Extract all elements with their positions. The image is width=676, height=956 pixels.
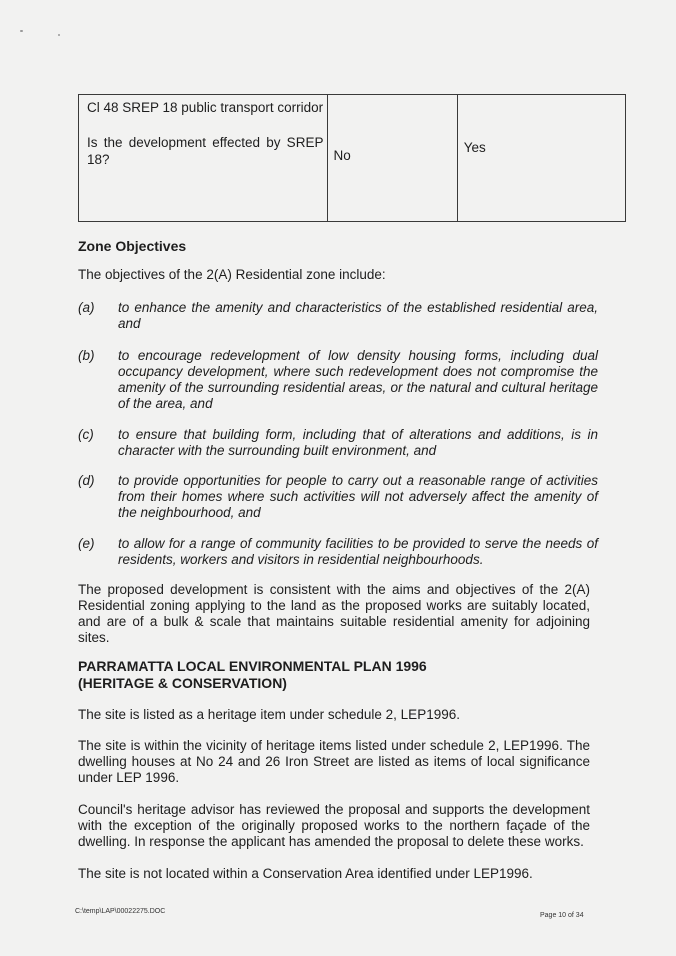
footer-file-path: C:\temp\LAP\00022275.DOC: [75, 908, 166, 915]
objective-item: [78, 473, 598, 521]
criterion-title: Cl 48 SREP 18 public transport corridor: [87, 100, 324, 115]
objective-item: [78, 300, 598, 332]
compliance-text: Yes: [463, 140, 486, 155]
objective-text: to provide opportunities for people to carry out a reasonable range of activities from their homes where such activities will not adversely affect the amenity of the neighbourhood, and: [118, 473, 598, 520]
zone-objectives-heading: Zone Objectives: [78, 238, 187, 254]
objective-label: (b): [78, 348, 95, 363]
lep-paragraph: The site is listed as a heritage item under schedule 2, LEP1996.: [78, 707, 460, 722]
objective-text: to allow for a range of community facilities to be provided to serve the needs of residents, workers and visitors in residential neighbourhoods.: [118, 536, 598, 567]
lep-paragraph: The site is within the vicinity of heritage items listed under schedule 2, LEP1996. The dwelling houses at No 24 and 26 Iron Street are listed as items of local significance under LEP 1996.: [78, 738, 590, 785]
objective-label: (d): [78, 473, 95, 488]
lep-heading-line1: PARRAMATTA LOCAL ENVIRONMENTAL PLAN 1996: [78, 658, 427, 674]
zone-intro: The objectives of the 2(A) Residential zone include:: [78, 267, 386, 282]
srep-compliance-table: [78, 94, 626, 222]
objective-text: to encourage redevelopment of low density housing forms, including dual occupancy development, where such redevelopment does not compromise the amenity of the surrounding residential areas, or the natural and cultural heritage of the area, and: [118, 348, 598, 411]
objective-label: (c): [78, 427, 94, 442]
lep-heading-line2: (HERITAGE & CONSERVATION): [78, 675, 287, 691]
objective-item: [78, 536, 598, 568]
objective-text: to enhance the amenity and characteristics of the established residential area, and: [118, 300, 598, 331]
table-row: [79, 95, 626, 222]
objective-label: (a): [78, 300, 95, 315]
scan-speck: [58, 34, 60, 36]
lep-paragraph: Council's heritage advisor has reviewed the proposal and supports the development with the exception of the originally proposed works to the northern façade of the dwelling. In response the applicant has amended the proposal to delete these works.: [78, 802, 590, 849]
zone-conclusion: The proposed development is consistent with the aims and objectives of the 2(A) Residential zoning applying to the land as the proposed works are suitably located, and are of a bulk & scale that maintains suitable residential amenity for adjoining sites.: [78, 582, 590, 645]
answer-text: No: [333, 148, 351, 163]
criterion-cell: [79, 95, 328, 222]
footer-page-number: Page 10 of 34: [540, 912, 584, 919]
objective-label: (e): [78, 536, 95, 551]
answer-cell: [328, 95, 457, 222]
objective-item: [78, 348, 598, 412]
compliance-cell: [457, 95, 625, 222]
objective-text: to ensure that building form, including that of alterations and additions, is in character with the surrounding built environment, and: [118, 427, 598, 458]
scan-speck: [20, 30, 23, 32]
objective-item: [78, 427, 598, 459]
criterion-question: Is the development effected by SREP 18?: [87, 135, 324, 167]
lep-paragraph: The site is not located within a Conservation Area identified under LEP1996.: [78, 866, 533, 881]
